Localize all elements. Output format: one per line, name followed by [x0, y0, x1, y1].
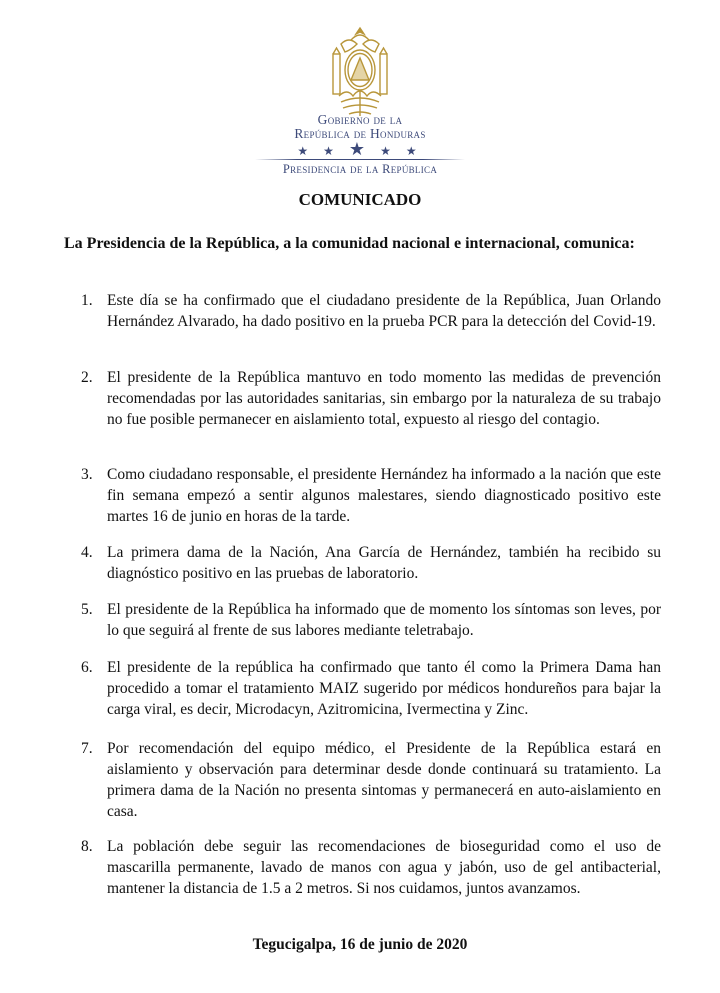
intro-paragraph: La Presidencia de la República, a la comunidad nacional e internacional, comunica:	[64, 235, 635, 252]
list-item-number: 4.	[81, 544, 93, 561]
star-icon-group-left: ★ ★	[297, 144, 340, 158]
list-item	[81, 738, 661, 822]
list-item-text: El presidente de la República mantuvo en todo momento las medidas de prevención recomendadas por las autoridades sanitarias, sin embargo por la naturaleza de su trabajo no fue posible permanecer en aislamiento total, expuesto al riesgo del contagio.	[107, 369, 661, 428]
list-item-text: La población debe seguir las recomendaciones de bioseguridad como el uso de mascarilla permanente, lavado de manos con agua y jabón, uso de gel antibacterial, mantener la distancia de 1.5 a 2 metros. Si nos cuidamos, juntos avanzamos.	[107, 838, 661, 897]
list-item-number: 5.	[81, 601, 93, 618]
document-title: COMUNICADO	[298, 190, 422, 209]
list-item-number: 8.	[81, 838, 93, 855]
list-item-text: Por recomendación del equipo médico, el Presidente de la República estará en aislamiento y observación para determinar desde donde continuará su tratamiento. La primera dama de la Nación no presenta sintomas y permanecerá en auto-aislamiento en casa.	[107, 740, 661, 820]
list-item-text: El presidente de la República ha informado que de momento los síntomas son leves, por lo que seguirá al frente de sus labores mediante teletrabajo.	[107, 601, 661, 639]
five-stars	[0, 139, 720, 160]
letterhead	[0, 18, 720, 178]
list-item	[81, 367, 661, 430]
header-divider	[255, 159, 465, 160]
list-item	[81, 836, 661, 899]
list-item-text: El presidente de la república ha confirmado que tanto él como la Primera Dama han procedido a tomar el tratamiento MAIZ sugerido por médicos hondureños para bajar la carga viral, es decir, Microdacyn, Azitromicina, Ivermectina y Zinc.	[107, 659, 661, 718]
dateline: Tegucigalpa, 16 de junio de 2020	[252, 936, 468, 953]
presidency-name: Presidencia de la República	[282, 162, 438, 176]
star-icon-group-right: ★ ★	[380, 144, 423, 158]
list-item-text: Este día se ha confirmado que el ciudadano presidente de la República, Juan Orlando Hernández Alvarado, ha dado positivo en la prueba PCR para la detección del Covid-19.	[107, 292, 661, 330]
list-item	[81, 657, 661, 720]
list-item-number: 1.	[81, 292, 93, 309]
list-item-text: La primera dama de la Nación, Ana García de Hernández, también ha recibido su diagnóstico positivo en las pruebas de laboratorio.	[107, 544, 661, 582]
list-item	[81, 464, 661, 527]
list-item-number: 2.	[81, 369, 93, 386]
list-item	[81, 290, 661, 332]
list-item-number: 7.	[81, 740, 93, 757]
list-item	[81, 542, 661, 584]
government-name-line-2: República de Honduras	[294, 126, 426, 141]
list-item-text: Como ciudadano responsable, el presidente Hernández ha informado a la nación que este fin semana empezó a sentir algunos malestares, siendo diagnosticado positivo este martes 16 de junio en horas de la tarde.	[107, 466, 661, 525]
government-name-line-1: Gobierno de la	[317, 112, 403, 127]
honduras-coat-of-arms-icon	[329, 26, 391, 122]
list-item-number: 6.	[81, 659, 93, 676]
star-icon-center: ★	[348, 139, 372, 159]
list-item	[81, 599, 661, 641]
list-item-number: 3.	[81, 466, 93, 483]
